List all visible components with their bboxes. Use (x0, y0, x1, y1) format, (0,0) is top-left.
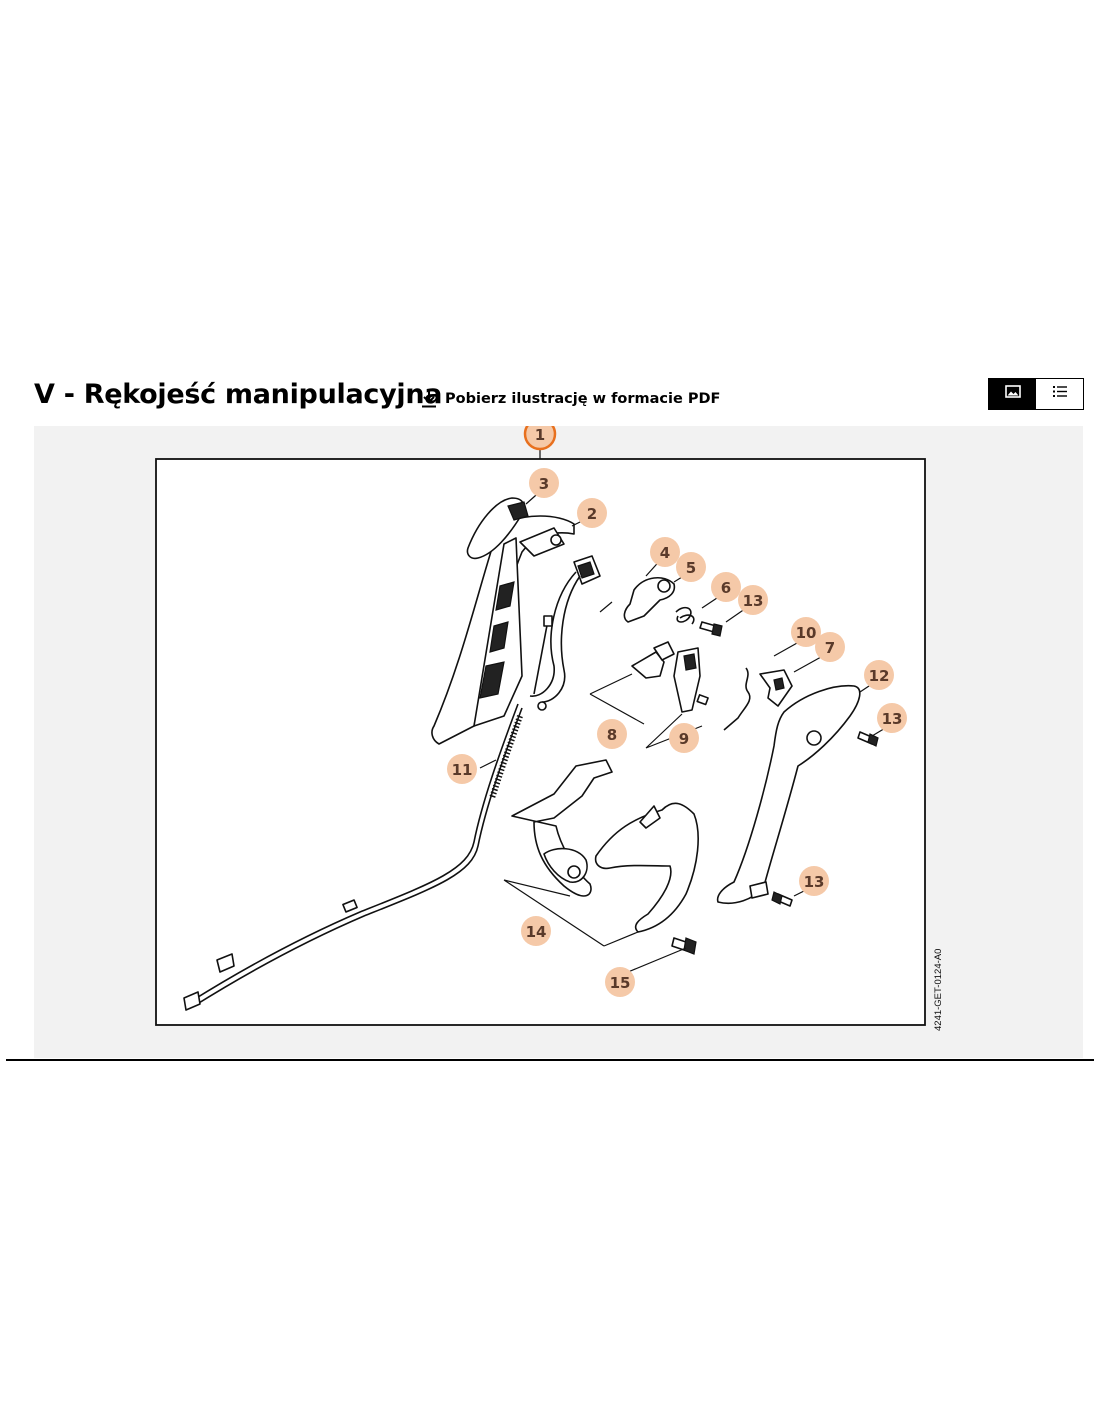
list-icon (1052, 385, 1068, 403)
svg-text:11: 11 (451, 761, 473, 779)
callout-2[interactable] (577, 498, 607, 528)
callout-12[interactable] (864, 660, 894, 690)
page-title: V - Rękojeść manipulacyjna (34, 379, 443, 410)
svg-text:3: 3 (538, 475, 550, 493)
svg-text:13: 13 (881, 710, 903, 728)
svg-text:1: 1 (534, 426, 546, 444)
svg-text:10: 10 (795, 624, 817, 642)
callout-4[interactable] (650, 537, 680, 567)
svg-text:14: 14 (525, 923, 547, 941)
callout-13[interactable] (738, 585, 768, 615)
callout-6[interactable] (711, 572, 741, 602)
svg-text:5: 5 (685, 559, 697, 577)
section-header (34, 376, 1084, 420)
svg-text:15: 15 (609, 974, 631, 992)
image-icon (1005, 385, 1021, 403)
svg-text:12: 12 (868, 667, 890, 685)
download-label: Pobierz ilustrację w formacie PDF (445, 391, 721, 407)
exploded-view-drawing (34, 426, 1083, 1058)
svg-text:8: 8 (606, 726, 618, 744)
callout-13[interactable] (877, 703, 907, 733)
svg-text:4: 4 (659, 544, 671, 562)
image-view-button[interactable] (989, 379, 1036, 409)
callout-9[interactable] (669, 723, 699, 753)
svg-text:2: 2 (586, 505, 598, 523)
svg-text:6: 6 (720, 579, 732, 597)
callout-1-selected[interactable] (525, 426, 555, 449)
download-pdf-link[interactable] (421, 390, 720, 408)
callout-7[interactable] (815, 632, 845, 662)
view-toggle (988, 378, 1084, 410)
drawing-code: 4241-GET-0124-A0 (933, 948, 944, 1031)
section-divider (6, 1059, 1094, 1061)
list-view-button[interactable] (1036, 379, 1083, 409)
svg-text:9: 9 (678, 730, 690, 748)
svg-text:7: 7 (824, 639, 836, 657)
callout-15[interactable] (605, 967, 635, 997)
callout-5[interactable] (676, 552, 706, 582)
parts-illustration (34, 426, 1083, 1058)
callout-8[interactable] (597, 719, 627, 749)
callout-13[interactable] (799, 866, 829, 896)
svg-text:13: 13 (742, 592, 764, 610)
download-icon (421, 390, 437, 408)
callout-14[interactable] (521, 916, 551, 946)
svg-text:13: 13 (803, 873, 825, 891)
callout-3[interactable] (529, 468, 559, 498)
callout-11[interactable] (447, 754, 477, 784)
